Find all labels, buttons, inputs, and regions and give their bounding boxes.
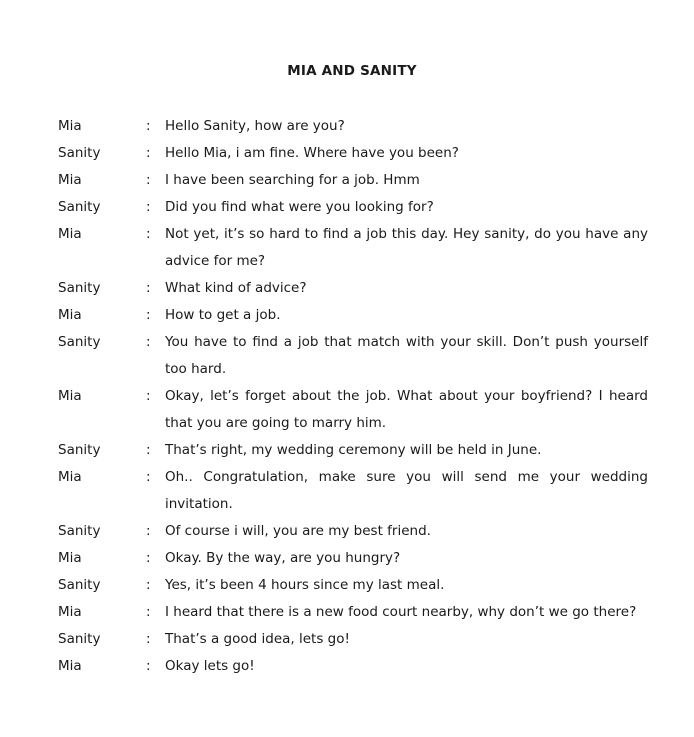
dialogue-text: That’s right, my wedding ceremony will be held in June.: [165, 442, 542, 458]
dialogue-line: [58, 464, 648, 518]
speaker-name: Sanity: [58, 442, 101, 458]
dialogue-text: Oh.. Congratulation, make sure you will send me your wedding invitation.: [165, 469, 648, 512]
speaker-separator: :: [146, 604, 151, 620]
dialogue-text: That’s a good idea, lets go!: [165, 631, 350, 647]
speaker-name: Mia: [58, 226, 82, 242]
speaker-name: Mia: [58, 658, 82, 674]
speaker-separator: :: [146, 307, 151, 323]
dialogue-text: Hello Mia, i am fine. Where have you been?: [165, 145, 459, 161]
dialogue-list: [58, 113, 648, 680]
speaker-name: Mia: [58, 388, 82, 404]
speaker-name: Mia: [58, 307, 82, 323]
dialogue-text: You have to find a job that match with your skill. Don’t push yourself too hard.: [165, 334, 648, 377]
dialogue-line: [58, 140, 648, 167]
dialogue-text: How to get a job.: [165, 307, 281, 323]
dialogue-text: I have been searching for a job. Hmm: [165, 172, 420, 188]
dialogue-text: Okay, let’s forget about the job. What about your boyfriend? I heard that you are going to marry him.: [165, 388, 648, 431]
speaker-separator: :: [146, 631, 151, 647]
speaker-separator: :: [146, 226, 151, 242]
speaker-name: Mia: [58, 550, 82, 566]
speaker-name: Sanity: [58, 334, 101, 350]
dialogue-line: [58, 653, 648, 680]
speaker-name: Mia: [58, 118, 82, 134]
dialogue-text: Okay lets go!: [165, 658, 255, 674]
speaker-separator: :: [146, 577, 151, 593]
speaker-separator: :: [146, 172, 151, 188]
dialogue-line: [58, 275, 648, 302]
dialogue-text: Not yet, it’s so hard to find a job this day. Hey sanity, do you have any advice for me?: [165, 226, 648, 269]
dialogue-line: [58, 167, 648, 194]
speaker-separator: :: [146, 388, 151, 404]
dialogue-line: [58, 599, 648, 626]
dialogue-line: [58, 572, 648, 599]
speaker-separator: :: [146, 118, 151, 134]
speaker-separator: :: [146, 658, 151, 674]
speaker-name: Sanity: [58, 631, 101, 647]
speaker-name: Mia: [58, 604, 82, 620]
speaker-separator: :: [146, 442, 151, 458]
speaker-separator: :: [146, 145, 151, 161]
dialogue-line: [58, 329, 648, 383]
dialogue-text: What kind of advice?: [165, 280, 307, 296]
dialogue-text: Hello Sanity, how are you?: [165, 118, 345, 134]
speaker-name: Mia: [58, 469, 82, 485]
dialogue-line: [58, 437, 648, 464]
dialogue-text: Of course i will, you are my best friend.: [165, 523, 431, 539]
speaker-name: Sanity: [58, 577, 101, 593]
dialogue-text: I heard that there is a new food court nearby, why don’t we go there?: [165, 604, 637, 620]
speaker-separator: :: [146, 334, 151, 350]
dialogue-text: Okay. By the way, are you hungry?: [165, 550, 401, 566]
dialogue-line: [58, 194, 648, 221]
dialogue-text: Did you find what were you looking for?: [165, 199, 434, 215]
dialogue-line: [58, 626, 648, 653]
speaker-separator: :: [146, 199, 151, 215]
speaker-name: Mia: [58, 172, 82, 188]
speaker-name: Sanity: [58, 199, 101, 215]
speaker-separator: :: [146, 469, 151, 485]
dialogue-line: [58, 383, 648, 437]
dialogue-line: [58, 518, 648, 545]
speaker-separator: :: [146, 280, 151, 296]
dialogue-text: Yes, it’s been 4 hours since my last meal.: [165, 577, 445, 593]
speaker-separator: :: [146, 523, 151, 539]
speaker-separator: :: [146, 550, 151, 566]
dialogue-line: [58, 221, 648, 275]
speaker-name: Sanity: [58, 145, 101, 161]
dialogue-line: [58, 113, 648, 140]
dialogue-line: [58, 302, 648, 329]
speaker-name: Sanity: [58, 280, 101, 296]
document-title: MIA AND SANITY: [287, 63, 417, 79]
dialogue-line: [58, 545, 648, 572]
speaker-name: Sanity: [58, 523, 101, 539]
